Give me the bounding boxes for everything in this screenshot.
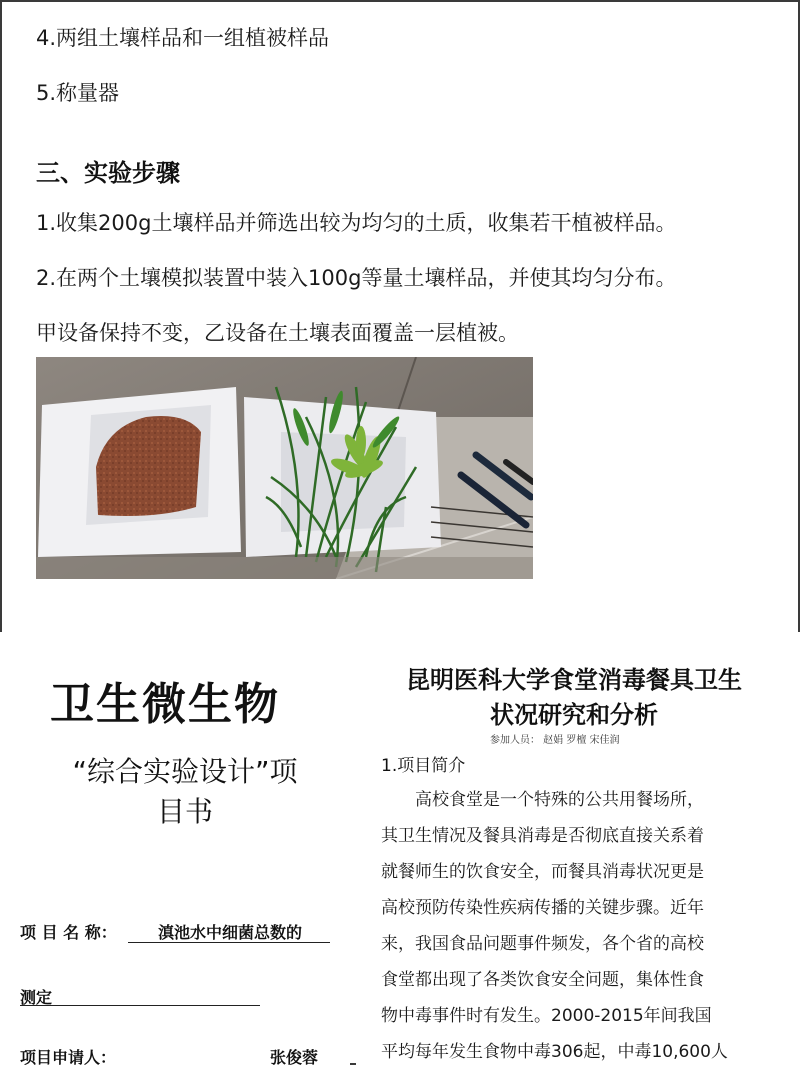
paper-paragraph-line: 就餐师生的饮食安全，而餐具消毒状况更是 <box>381 862 704 882</box>
experiment-photo <box>36 357 533 579</box>
project-name-underline <box>128 942 330 943</box>
applicant-value: 张俊蓉 <box>270 1048 319 1067</box>
applicant-label: 项目申请人： <box>20 1048 117 1067</box>
project-name-value: 滇池水中细菌总数的 <box>158 923 303 942</box>
paper-paragraph-line: 物中毒事件时有发生。2000-2015年间我国 <box>381 1006 712 1026</box>
step-2: 2.在两个土壤模拟装置中装入100g等量土壤样品，并使其均匀分布。 <box>36 266 677 290</box>
paper-paragraph-line: 高校食堂是一个特殊的公共用餐场所， <box>381 790 704 810</box>
paper-paragraph-line: 平均每年发生食物中毒306起，中毒10,600人 <box>381 1042 728 1062</box>
project-name-value-continued: 测定 <box>20 988 53 1007</box>
paper-title-line-2: 状况研究和分析 <box>490 701 658 729</box>
paper-paragraph-line: 高校预防传染性疾病传播的关键步骤。近年 <box>381 898 704 918</box>
paper-title-line-1: 昆明医科大学食堂消毒餐具卫生 <box>406 666 742 694</box>
paper-paragraph-line: 食堂都出现了各类饮食安全问题，集体性食 <box>381 970 704 990</box>
step-1: 1.收集200g土壤样品并筛选出较为均匀的土质，收集若干植被样品。 <box>36 211 677 235</box>
project-name-label: 项 目 名 称： <box>20 923 117 942</box>
cover-subtitle <box>40 752 330 832</box>
paper-authors: 参加人员： 赵娟 罗檀 宋佳润 <box>490 735 620 746</box>
cover-subtitle-line-1: “综合实验设计”项 <box>72 755 298 788</box>
cover-title: 卫生微生物 <box>50 679 280 730</box>
section-heading: 三、实验步骤 <box>36 159 180 187</box>
paper-paragraph-line: 来，我国食品问题事件频发，各个省的高校 <box>381 934 704 954</box>
paper-paragraph-line: 其卫生情况及餐具消毒是否彻底直接关系着 <box>381 826 704 846</box>
step-2-continued: 甲设备保持不变，乙设备在土壤表面覆盖一层植被。 <box>36 321 519 345</box>
paper-section-heading: 1.项目简介 <box>381 756 466 776</box>
material-item-5: 5.称量器 <box>36 81 120 105</box>
cover-subtitle-line-2: 目书 <box>156 795 213 828</box>
experiment-photo-drawing <box>36 357 533 579</box>
project-name-underline-2 <box>20 1005 260 1006</box>
material-item-4: 4.两组土壤样品和一组植被样品 <box>36 26 330 50</box>
